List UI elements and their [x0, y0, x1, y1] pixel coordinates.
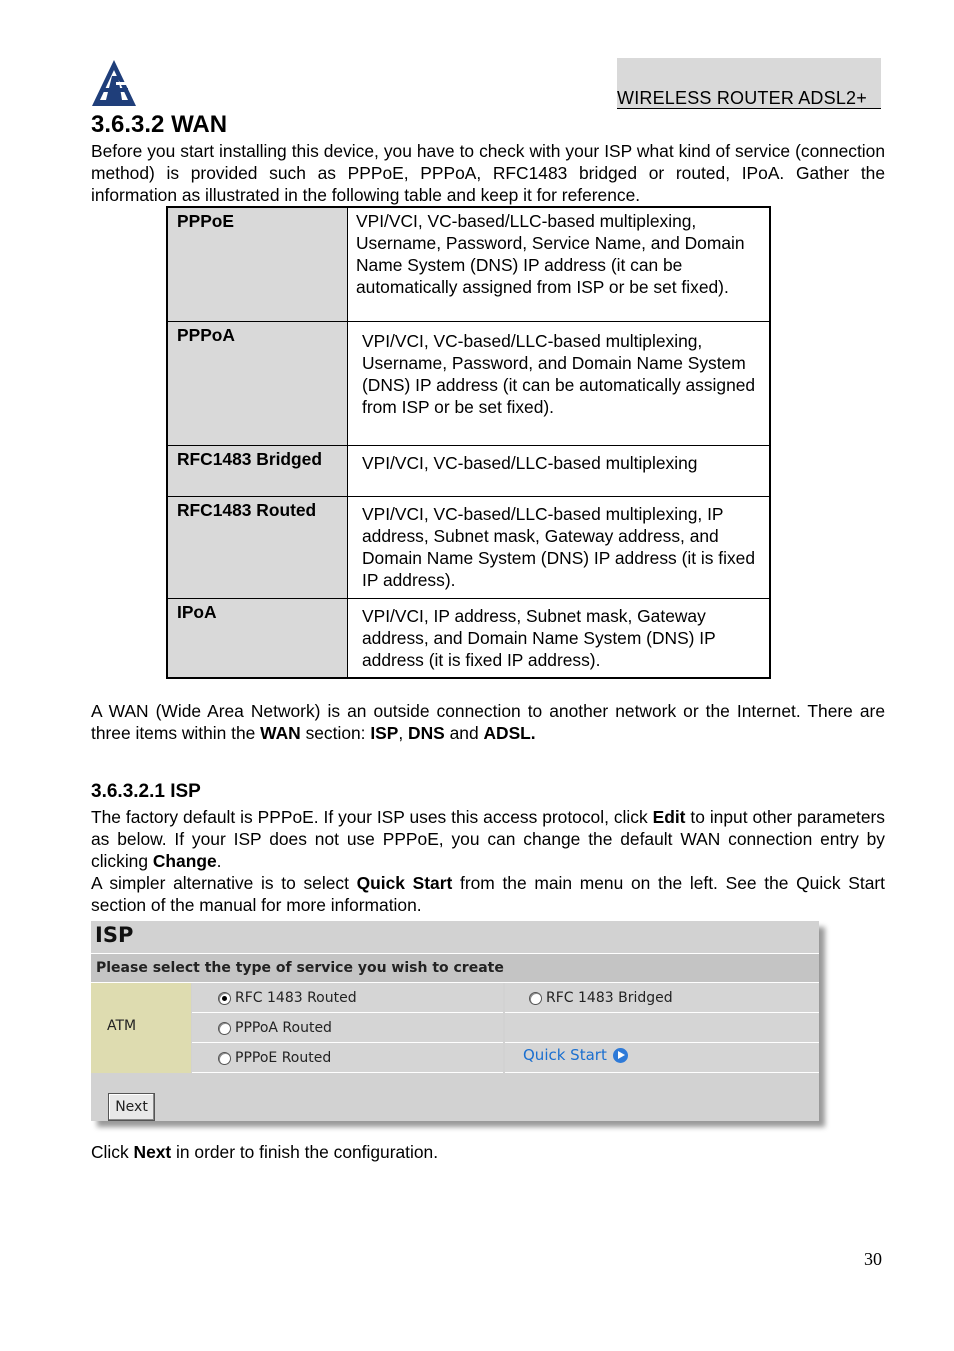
- next-bold: Next: [133, 1142, 172, 1162]
- table-row: [167, 445, 770, 496]
- isp-bold: ISP: [370, 723, 399, 743]
- service-name: PPPoE: [167, 207, 348, 321]
- radio-pppoa-routed[interactable]: [218, 1020, 332, 1036]
- service-name: PPPoA: [167, 321, 348, 445]
- radio-icon[interactable]: [529, 992, 542, 1005]
- header-product-name: WIRELESS ROUTER ADSL2+: [617, 88, 867, 108]
- table-row: [167, 321, 770, 445]
- service-description: VPI/VCI, VC-based/LLC-based multiplexing, IP address, Subnet mask, Gateway address, and Domain Name System (DNS) IP address (it is fixed IP address).: [348, 496, 771, 598]
- page-number: 30: [864, 1249, 882, 1269]
- change-bold: Change: [152, 851, 217, 871]
- service-options-grid: [192, 983, 819, 1073]
- table-row: [167, 496, 770, 598]
- isp-prompt-row: [91, 953, 819, 983]
- isp-paragraph-1: [91, 806, 885, 872]
- closing-paragraph: [91, 1141, 885, 1163]
- isp-text: from the main menu on the left. See the Quick Start section of the manual for more information.: [91, 873, 885, 915]
- next-button[interactable]: Next: [108, 1093, 155, 1121]
- company-logo-icon: [92, 60, 136, 106]
- table-row: [167, 207, 770, 321]
- service-description: VPI/VCI, VC-based/LLC-based multiplexing, Username, Password, Service Name, and Domain Name System (DNS) IP address (it can be automatically assigned from ISP or be set fixed).: [348, 207, 771, 321]
- wan-paragraph: [91, 700, 885, 744]
- option-cell: [505, 1013, 819, 1043]
- radio-pppoe-routed[interactable]: [218, 1050, 331, 1066]
- radio-icon[interactable]: [218, 1022, 231, 1035]
- service-name: RFC1483 Routed: [167, 496, 348, 598]
- service-description: VPI/VCI, VC-based/LLC-based multiplexing, Username, Password, and Domain Name System (DNS) IP address (it can be automatically assigned from ISP or be set fixed).: [348, 321, 771, 445]
- adsl-bold: ADSL.: [483, 723, 536, 743]
- closing-text: Click: [91, 1142, 134, 1162]
- isp-text: A simpler alternative is to select: [91, 873, 357, 893]
- atm-label: ATM: [107, 1018, 137, 1034]
- wan-text: and: [444, 723, 484, 743]
- atm-group-cell: [91, 983, 191, 1073]
- closing-text: in order to finish the configuration.: [171, 1142, 439, 1162]
- dns-bold: DNS: [408, 723, 445, 743]
- isp-subsection-title: 3.6.3.2.1 ISP: [91, 781, 201, 802]
- radio-rfc1483-routed[interactable]: [218, 990, 357, 1006]
- isp-text: to input other parameters as below. If your ISP does not use PPPoE, you can change the default WAN connection entry by clicking: [91, 807, 885, 871]
- isp-prompt: Please select the type of service you wish to create: [96, 960, 504, 976]
- isp-panel: [91, 921, 819, 1121]
- wan-text: ,: [398, 723, 409, 743]
- service-type-table: [166, 206, 771, 679]
- isp-text: The factory default is PPPoE. If your ISP uses this access protocol, click: [91, 807, 653, 827]
- isp-paragraph-2: [91, 872, 885, 916]
- radio-rfc1483-bridged[interactable]: [529, 990, 673, 1006]
- intro-paragraph: Before you start installing this device, you have to check with your ISP what kind of service (connection method) is provided such as PPPoE, PPPoA, RFC1483 bridged or routed, IPoA. Gather the information as illustrated in the following table and keep it for reference.: [91, 141, 885, 205]
- option-label: PPPoA Routed: [235, 1020, 332, 1036]
- quick-start-label: Quick Start: [523, 1046, 607, 1064]
- wan-text: section:: [300, 723, 371, 743]
- edit-bold: Edit: [652, 807, 686, 827]
- option-label: PPPoE Routed: [235, 1050, 332, 1066]
- option-label: RFC 1483 Bridged: [546, 990, 673, 1006]
- service-name: RFC1483 Bridged: [167, 445, 348, 496]
- option-label: RFC 1483 Routed: [235, 990, 357, 1006]
- radio-selected-icon[interactable]: [218, 992, 231, 1005]
- play-arrow-icon: [613, 1048, 628, 1063]
- service-description: VPI/VCI, IP address, Subnet mask, Gateway address, and Domain Name System (DNS) IP address (it is fixed IP address).: [348, 598, 771, 678]
- service-name: IPoA: [167, 598, 348, 678]
- isp-panel-title: ISP: [95, 923, 134, 947]
- header-rule: [617, 108, 881, 109]
- wan-bold: WAN: [260, 723, 301, 743]
- table-row: [167, 598, 770, 678]
- isp-text: .: [216, 851, 222, 871]
- section-title: 3.6.3.2 WAN: [91, 111, 228, 138]
- radio-icon[interactable]: [218, 1052, 231, 1065]
- wan-text: A WAN (Wide Area Network) is an outside connection to another network or the Internet. There are three items within the: [91, 701, 885, 743]
- service-description: VPI/VCI, VC-based/LLC-based multiplexing: [348, 445, 771, 496]
- quick-start-bold: Quick Start: [356, 873, 453, 893]
- quick-start-link[interactable]: [523, 1046, 628, 1064]
